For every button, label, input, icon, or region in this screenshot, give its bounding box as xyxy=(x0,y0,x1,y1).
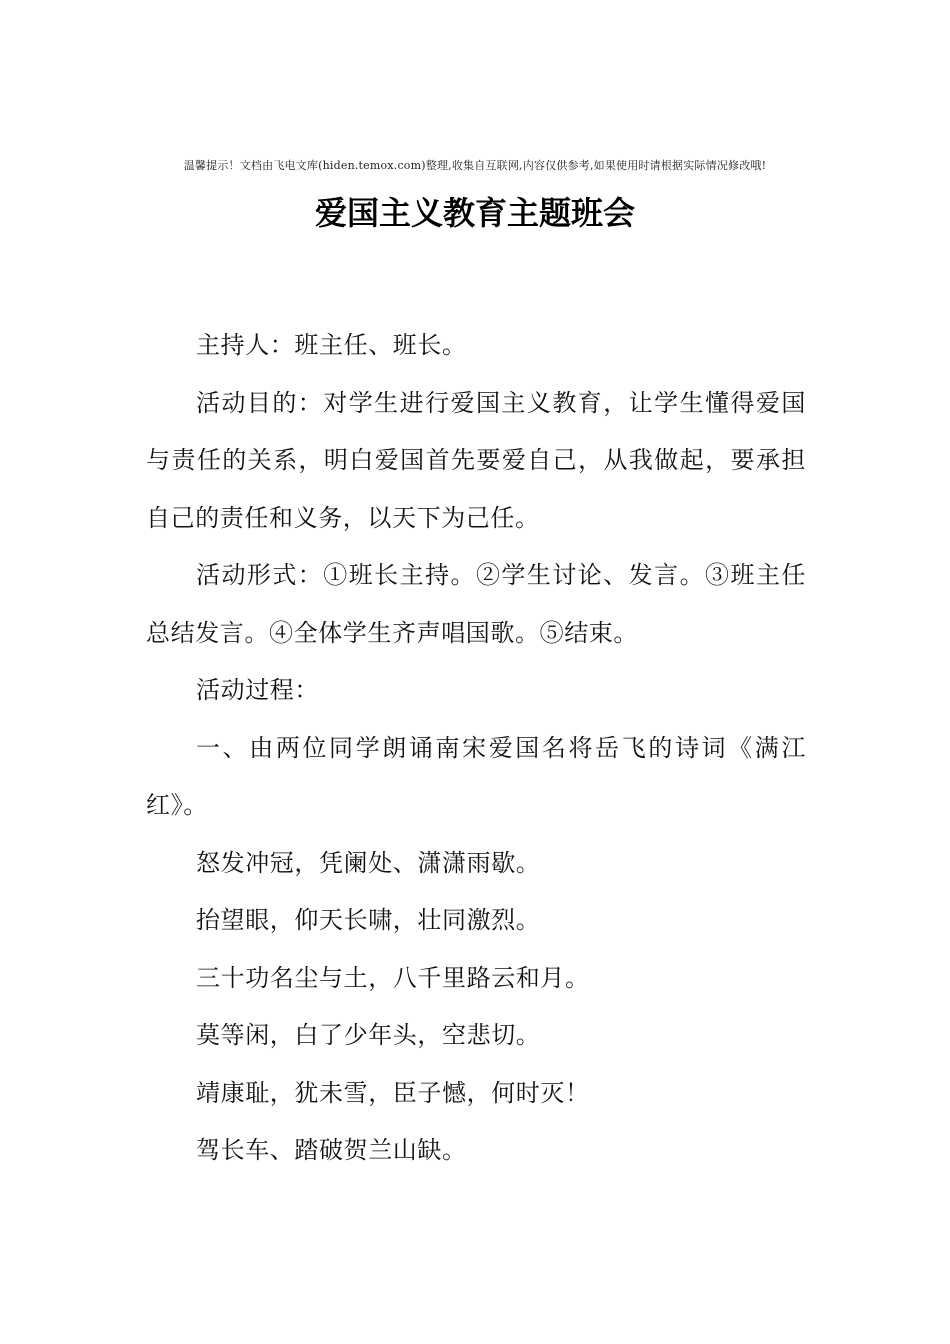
poem-line: 三十功名尘与土，八千里路云和月。 xyxy=(196,963,590,992)
poem-line: 怒发冲冠，凭阑处、潇潇雨歇。 xyxy=(196,848,541,877)
poem-line: 莫等闲，白了少年头，空悲切。 xyxy=(196,1021,541,1049)
paragraph-step-one: 一、由两位同学朗诵南宋爱国名将岳飞的诗词《满江红》。 xyxy=(146,733,806,819)
header-notice: 温馨提示！文档由飞电文库(hiden.temox.com)整理,收集自互联网,内容仅供参考,如果使用时请根据实际情况修改哦! xyxy=(183,159,767,172)
paragraph-host: 主持人：班主任、班长。 xyxy=(196,331,467,359)
paragraph-purpose: 活动目的：对学生进行爱国主义教育，让学生懂得爱国与责任的关系，明白爱国首先要爱自己，从我做起，要承担自己的责任和义务，以天下为己任。 xyxy=(146,388,806,532)
poem-line: 靖康耻，犹未雪，臣子憾，何时灭！ xyxy=(196,1078,590,1107)
document-body xyxy=(146,317,806,1180)
document-title: 爱国主义教育主题班会 xyxy=(314,194,635,232)
paragraph-process-heading: 活动过程： xyxy=(196,676,319,704)
poem-line: 抬望眼，仰天长啸，壮同激烈。 xyxy=(196,906,541,934)
paragraph-format: 活动形式：①班长主持。②学生讨论、发言。③班主任总结发言。④全体学生齐声唱国歌。⑤结束。 xyxy=(146,561,806,647)
poem-line: 驾长车、踏破贺兰山缺。 xyxy=(196,1136,467,1164)
